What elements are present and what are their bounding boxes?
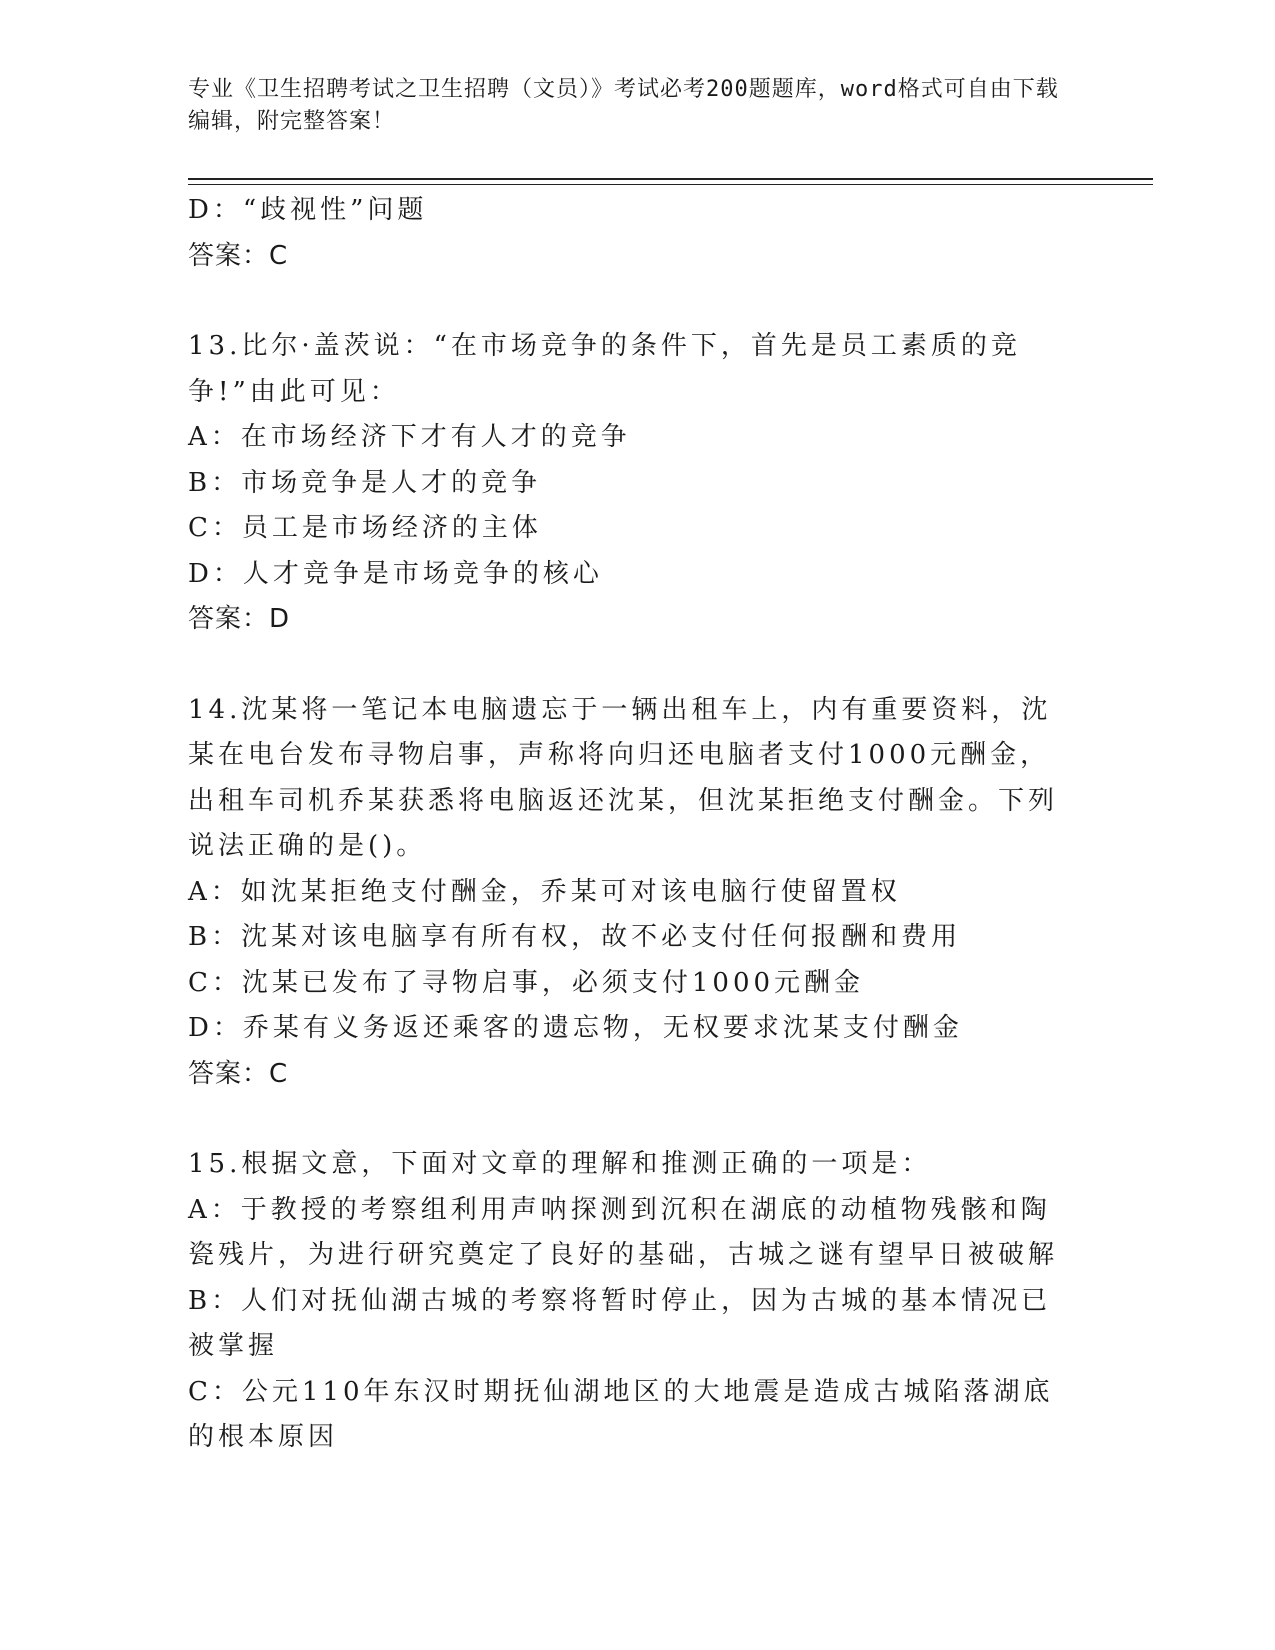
- q13-option-b: B：市场竞争是人才的竞争: [188, 467, 542, 498]
- q12-option-d: D：“歧视性”问题: [188, 195, 428, 225]
- q15-stem: 15.根据文意，下面对文章的理解和推测正确的一项是：: [188, 1149, 932, 1179]
- q13-option-c: C：员工是市场经济的主体: [188, 513, 542, 543]
- q14-option-a: A：如沈某拒绝支付酬金，乔某可对该电脑行使留置权: [188, 876, 901, 907]
- question-14: [188, 688, 1073, 1098]
- question-13: [188, 324, 1073, 643]
- document-body: [188, 188, 1073, 1461]
- spacer: [188, 279, 1073, 324]
- q13-stem: 13.比尔·盖茨说：“在市场竞争的条件下，首先是员工素质的竞争!”由此可见：: [188, 331, 1021, 407]
- q14-option-c: C：沈某已发布了寻物启事，必须支付1000元酬金: [188, 967, 865, 998]
- page-header: 专业《卫生招聘考试之卫生招聘（文员）》考试必考200题题库，word格式可自由下载编辑，附完整答案！: [188, 77, 1059, 134]
- q12-answer: 答案：C: [188, 240, 289, 271]
- header-divider-thin: [188, 184, 1153, 185]
- q15-option-b: B：人们对抚仙湖古城的考察将暂时停止，因为古城的基本情况已被掌握: [188, 1285, 1052, 1361]
- q14-answer: 答案：C: [188, 1058, 289, 1089]
- spacer: [188, 1097, 1073, 1142]
- question-15: [188, 1142, 1073, 1461]
- q13-option-d: D：人才竞争是市场竞争的核心: [188, 558, 603, 589]
- question-12-tail: [188, 188, 1073, 279]
- q14-option-b: B：沈某对该电脑享有所有权，故不必支付任何报酬和费用: [188, 922, 962, 952]
- q14-stem: 14.沈某将一笔记本电脑遗忘于一辆出租车上，内有重要资料，沈某在电台发布寻物启事，声称将向归还电脑者支付1000元酬金，出租车司机乔某获悉将电脑返还沈某，但沈某拒绝支付酬金。下列说法正确的是()。: [188, 694, 1059, 861]
- q15-option-c: C：公元110年东汉时期抚仙湖地区的大地震是造成古城陷落湖底的根本原因: [188, 1376, 1054, 1452]
- spacer: [188, 643, 1073, 688]
- q14-option-d: D：乔某有义务返还乘客的遗忘物，无权要求沈某支付酬金: [188, 1013, 963, 1043]
- q13-answer: 答案：D: [188, 604, 291, 634]
- q13-option-a: A：在市场经济下才有人才的竞争: [188, 422, 631, 452]
- q15-option-a: A：于教授的考察组利用声呐探测到沉积在湖底的动植物残骸和陶瓷残片，为进行研究奠定了良好的基础，古城之谜有望早日被破解: [188, 1194, 1059, 1270]
- header-divider-thick: [188, 178, 1153, 180]
